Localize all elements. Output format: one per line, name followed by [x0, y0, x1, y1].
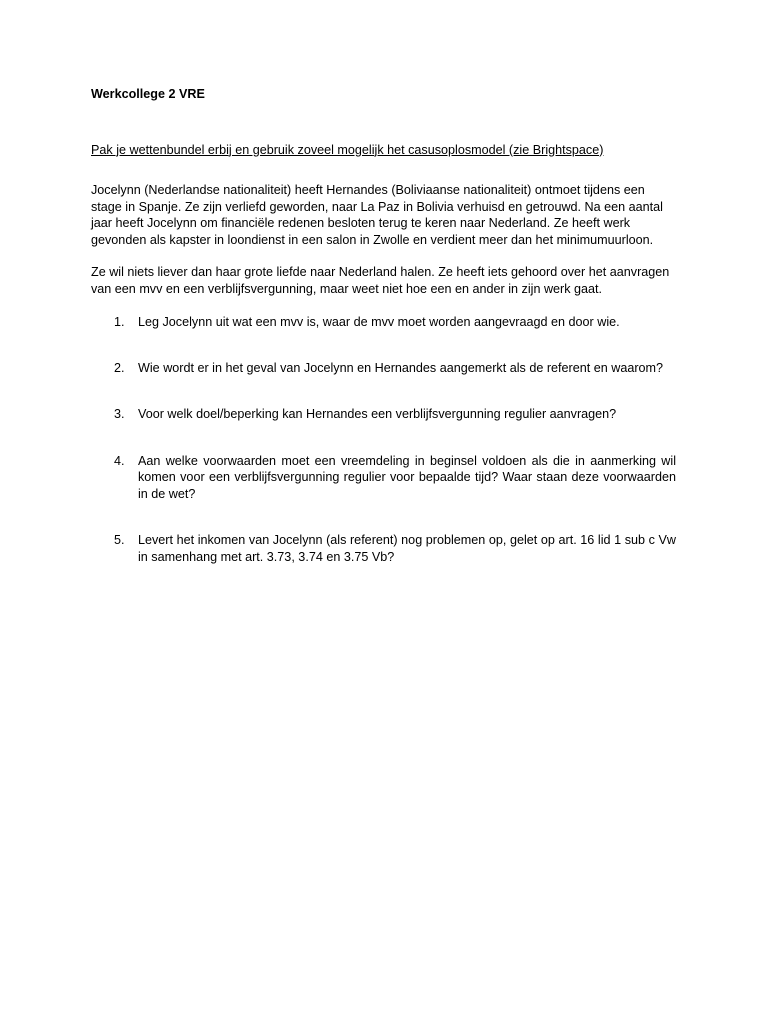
question-number: 2.: [114, 360, 125, 375]
question-number: 5.: [114, 533, 125, 547]
document-title: Werkcollege 2 VRE: [91, 87, 205, 101]
question-text: Aan welke voorwaarden moet een vreemdeling in beginsel voldoen als die in aanmerking wil komen voor een verblijfsvergunning regulier voor bepaalde tijd? Waar staan deze voorwaarden in de wet?: [138, 453, 676, 501]
question-text: Levert het inkomen van Jocelynn (als referent) nog problemen op, gelet op art. 16 lid 1 sub c Vw in samenhang met art. 3.73, 3.74 en 3.75 Vb?: [138, 533, 676, 564]
question-text: Voor welk doel/beperking kan Hernandes een verblijfsvergunning regulier aanvragen?: [138, 407, 617, 421]
question-list: [91, 314, 676, 565]
case-paragraph-1: Jocelynn (Nederlandse nationaliteit) heeft Hernandes (Boliviaanse nationaliteit) ontmoet tijdens een stage in Spanje. Ze zijn verliefd geworden, naar La Paz in Bolivia verhuisd en getrouwd. Na een aantal jaar heeft Jocelynn om financiële redenen besloten terug te keren naar Nederland. Ze heeft werk gevonden als kapster in loondienst in een salon in Zwolle en verdient meer dan het minimumuurloon.: [91, 183, 663, 247]
question-number: 4.: [114, 453, 125, 468]
question-number: 3.: [114, 407, 125, 421]
question-item-3: [91, 406, 676, 423]
question-text: Wie wordt er in het geval van Jocelynn en Hernandes aangemerkt als de referent en waarom?: [138, 360, 664, 375]
instruction-line: Pak je wettenbundel erbij en gebruik zoveel mogelijk het casusoplosmodel (zie Brightspace): [91, 142, 604, 157]
question-item-1: [91, 314, 676, 331]
question-item-2: [91, 360, 676, 377]
question-text: Leg Jocelynn uit wat een mvv is, waar de mvv moet worden aangevraagd en door wie.: [138, 315, 620, 329]
case-paragraph-2: Ze wil niets liever dan haar grote liefde naar Nederland halen. Ze heeft iets gehoord over het aanvragen van een mvv en een verblijfsvergunning, maar weet niet hoe een en ander in zijn werk gaat.: [91, 265, 670, 296]
question-item-4: [91, 453, 676, 503]
question-item-5: [91, 532, 676, 565]
question-number: 1.: [114, 315, 125, 329]
document-page: [91, 86, 676, 565]
